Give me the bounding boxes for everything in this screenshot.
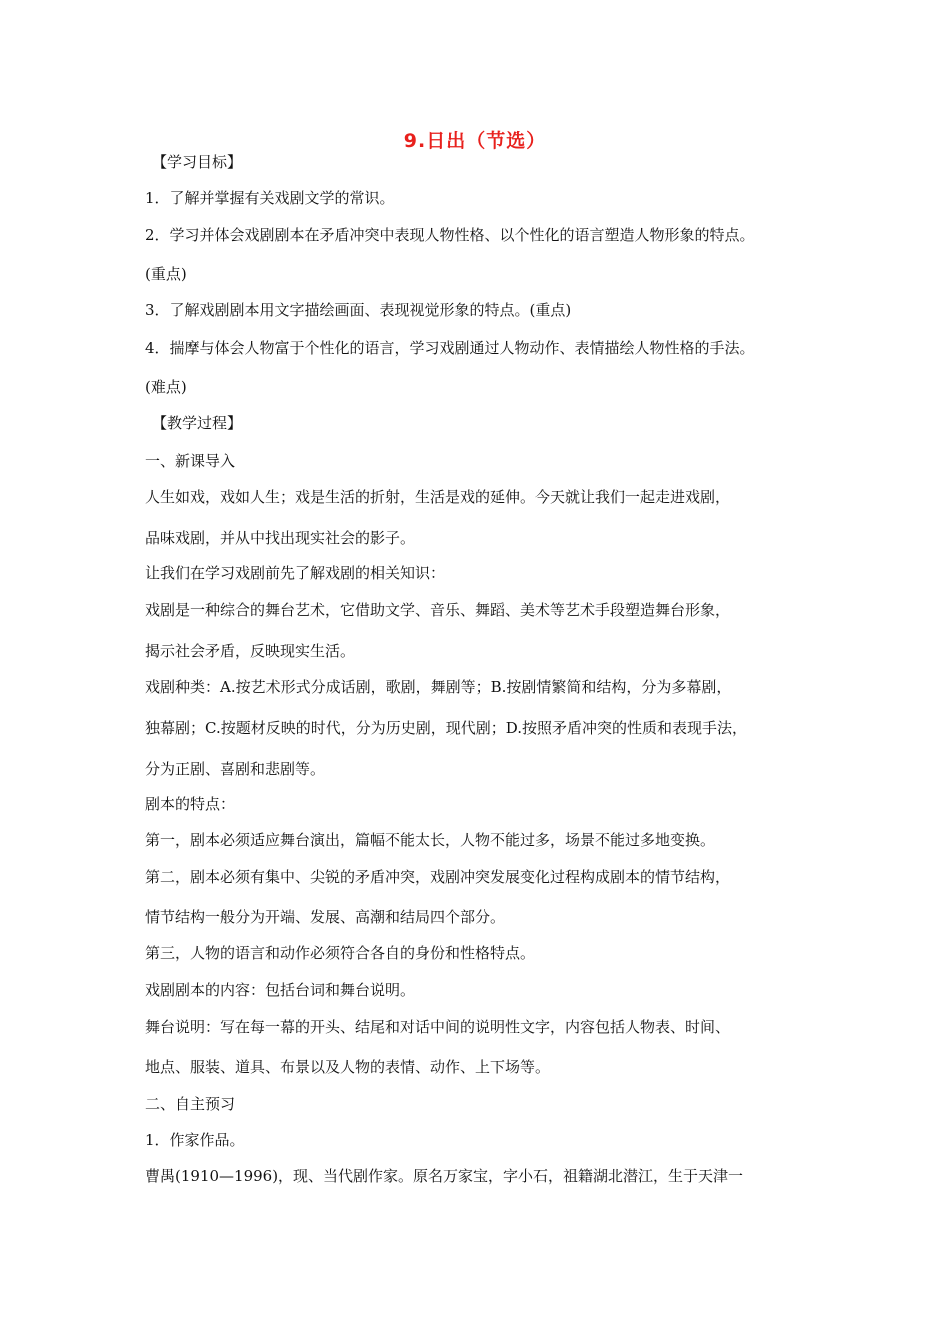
- paragraph-line: 品味戏剧，并从中找出现实社会的影子。: [145, 529, 416, 547]
- paragraph-line: 情节结构一般分为开端、发展、高潮和结局四个部分。: [145, 908, 506, 926]
- paragraph-line: 地点、服装、道具、布景以及人物的表情、动作、上下场等。: [145, 1058, 551, 1076]
- subsection-intro: 一、新课导入: [145, 452, 236, 470]
- page-title: 9.日出（节选）: [403, 130, 547, 152]
- subsection-preview: 二、自主预习: [145, 1095, 236, 1113]
- objective-2-note: (重点): [145, 265, 187, 283]
- paragraph-line: 1．作家作品。: [145, 1131, 245, 1149]
- objective-4-note: (难点): [145, 378, 187, 396]
- section-heading-process: 【教学过程】: [152, 414, 243, 432]
- paragraph-line: 第一，剧本必须适应舞台演出，篇幅不能太长，人物不能过多，场景不能过多地变换。: [145, 831, 716, 849]
- paragraph-line: 第三，人物的语言和动作必须符合各自的身份和性格特点。: [145, 944, 536, 962]
- paragraph-line: 人生如戏，戏如人生；戏是生活的折射，生活是戏的延伸。今天就让我们一起走进戏剧，: [145, 488, 731, 506]
- paragraph-line: 揭示社会矛盾，反映现实生活。: [145, 642, 356, 660]
- paragraph-line: 戏剧剧本的内容：包括台词和舞台说明。: [145, 981, 416, 999]
- objective-4: 4．揣摩与体会人物富于个性化的语言，学习戏剧通过人物动作、表情描绘人物性格的手法。: [145, 339, 755, 357]
- paragraph-line: 分为正剧、喜剧和悲剧等。: [145, 760, 326, 778]
- objective-1: 1．了解并掌握有关戏剧文学的常识。: [145, 189, 395, 207]
- paragraph-line: 第二，剧本必须有集中、尖锐的矛盾冲突，戏剧冲突发展变化过程构成剧本的情节结构，: [145, 868, 731, 886]
- paragraph-line: 独幕剧；C.按题材反映的时代，分为历史剧，现代剧；D.按照矛盾冲突的性质和表现手法，: [145, 719, 747, 737]
- objective-2: 2．学习并体会戏剧剧本在矛盾冲突中表现人物性格、以个性化的语言塑造人物形象的特点。: [145, 226, 755, 244]
- paragraph-line: 让我们在学习戏剧前先了解戏剧的相关知识：: [145, 564, 446, 582]
- paragraph-line: 舞台说明：写在每一幕的开头、结尾和对话中间的说明性文字，内容包括人物表、时间、: [145, 1018, 731, 1036]
- paragraph-line: 戏剧种类：A.按艺术形式分成话剧，歌剧，舞剧等；B.按剧情繁简和结构，分为多幕剧，: [145, 678, 732, 696]
- objective-3: 3．了解戏剧剧本用文字描绘画面、表现视觉形象的特点。(重点): [145, 301, 572, 319]
- paragraph-line: 剧本的特点：: [145, 795, 236, 813]
- section-heading-objectives: 【学习目标】: [152, 153, 243, 171]
- paragraph-line: 戏剧是一种综合的舞台艺术，它借助文学、音乐、舞蹈、美术等艺术手段塑造舞台形象，: [145, 601, 731, 619]
- paragraph-line: 曹禺(1910—1996)，现、当代剧作家。原名万家宝，字小石，祖籍湖北潜江，生于天津一: [145, 1167, 744, 1185]
